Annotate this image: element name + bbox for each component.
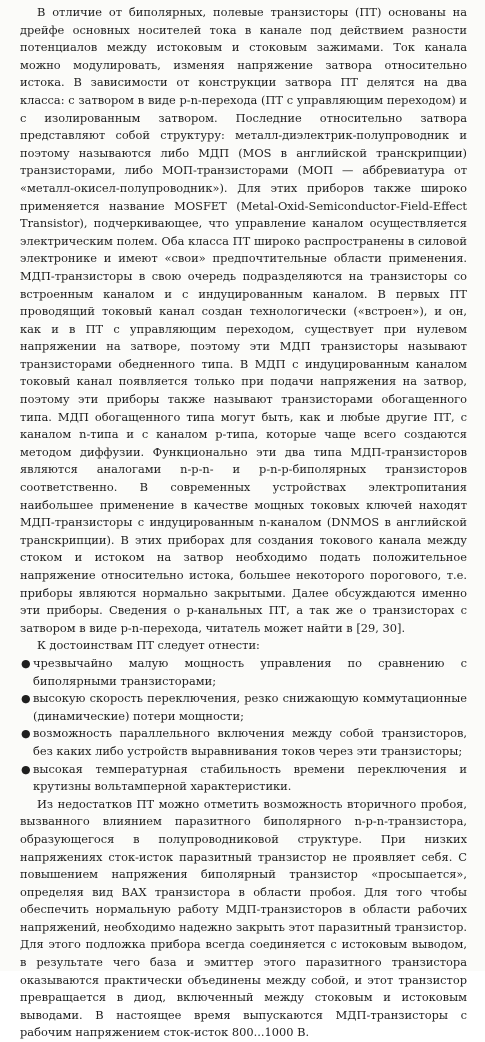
list-item xyxy=(20,655,467,690)
advantages-list xyxy=(20,655,467,796)
list-item-text: высокая температурная стабильность времени переключения и крутизны вольтамперной характеристики. xyxy=(33,761,467,794)
bullet-icon: ● xyxy=(21,656,31,670)
disadvantages-paragraph: Из недостатков ПТ можно отметить возможность вторичного пробоя, вызванного влиянием паразитного биполярного n-p-n-транзистора, образующегося в полупроводниковой структуре. При низких напряжениях сток-исток паразитный транзистор не проявляет себя. С повышением напряжения биполярный транзистор «просыпается», определяя вид ВАХ транзистора в области пробоя. Для того чтобы обеспечить нормальную работу МДП-транзисторов в области рабочих напряжений, необходимо надежно закрыть этот паразитный транзистор. Для этого подложка прибора всегда соединяется с истоковым выводом, в результате чего база и эмиттер этого паразитного транзистора оказываются практически объединены между собой, и этот транзистор превращается в диод, включенный между стоковым и истоковым выводами. В настоящее время выпускаются МДП-транзисторы с рабочим напряжением сток-исток 800...1000 В. xyxy=(20,796,467,1040)
intro-paragraph: В отличие от биполярных, полевые транзисторы (ПТ) основаны на дрейфе основных носителей тока в канале под действием разности потенциалов между истоковым и стоковым зажимами. Ток канала можно модулировать, изменяя напряжение затвора относительно истока. В зависимости от конструкции затвора ПТ делятся на два класса: с затвором в виде p-n-перехода (ПТ с управляющим переходом) и с изолированным затвором. Последние относительно затвора представляют собой структуру: металл-диэлектрик-полупроводник и поэтому называются либо МДП (MOS в английской транскрипции) транзисторами, либо МОП-транзисторами (МОП — аббревиатура от «металл-окисел-полупроводник»). Для этих приборов также широко применяется название MOSFET (Metal-Oxid-Semiconductor-Field-Effect Transistor), подчеркивающее, что управление каналом осуществляется электрическим полем. Оба класса ПТ широко распространены в силовой электронике и имеют «свои» предпочтительные области применения. МДП-транзисторы в свою очередь подразделяются на транзисторы со встроенным каналом и с индуцированным каналом. В первых ПТ проводящий токовый канал создан технологически («встроен»), и он, как и в ПТ с управляющим переходом, существует при нулевом напряжении на затворе, поэтому эти МДП транзисторы называют транзисторами обедненного типа. В МДП с индуцированным каналом токовый канал появляется только при подачи напряжения на затвор, поэтому эти приборы также называют транзисторами обогащенного типа. МДП обогащенного типа могут быть, как и любые другие ПТ, с каналом n-типа и с каналом p-типа, которые чаще всего создаются методом диффузии. Функционально эти два типа МДП-транзисторов являются аналогами n-p-n- и p-n-p-биполярных транзисторов соответственно. В современных устройствах электропитания наибольшее применение в качестве мощных токовых ключей находят МДП-транзисторы с индуцированным n-каналом (DNMOS в английской транскрипции). В этих приборах для создания токового канала между стоком и истоком на затвор необходимо подать положительное напряжение относительно истока, большее некоторого порогового, т.е. приборы являются нормально закрытыми. Далее обсуждаются именно эти приборы. Сведения о p-канальных ПТ, а так же о транзисторах с затвором в виде p-n-перехода, читатель может найти в [29, 30]. xyxy=(20,5,467,635)
list-item-text: возможность параллельного включения между собой транзисторов, без каких либо устройств выравнивания токов через эти транзисторы; xyxy=(33,726,467,758)
advantages-lead: К достоинствам ПТ следует отнести: xyxy=(37,638,260,653)
bullet-icon: ● xyxy=(21,727,31,741)
list-item-text: чрезвычайно малую мощность управления по сравнению с биполярными транзисторами; xyxy=(33,655,467,688)
list-item xyxy=(20,725,467,760)
list-item xyxy=(20,761,467,796)
list-item xyxy=(20,690,467,725)
bullet-icon: ● xyxy=(21,762,31,776)
bullet-icon: ● xyxy=(21,692,31,706)
list-item-text: высокую скорость переключения, резко снижающую коммутационные (динамические) потери мощности; xyxy=(33,691,467,723)
